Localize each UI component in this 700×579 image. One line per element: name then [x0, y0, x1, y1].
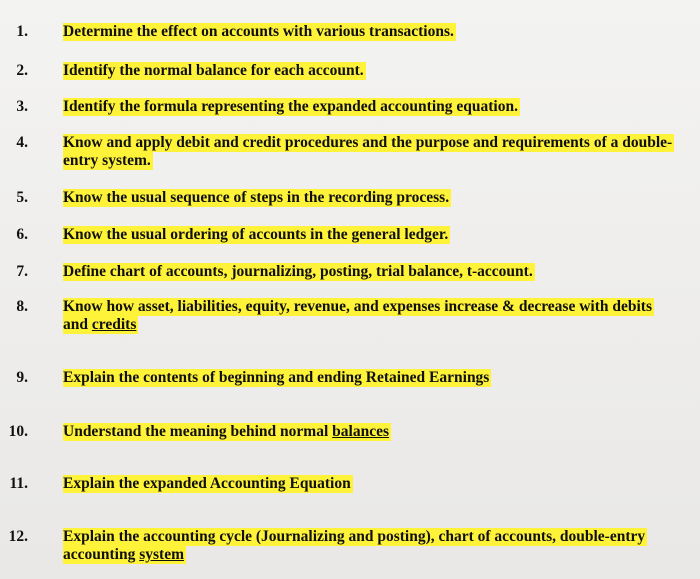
item-text: Explain the contents of beginning and ending Retained Earnings [63, 369, 490, 386]
item-number: 12. [8, 528, 28, 545]
item-number: 5. [16, 189, 28, 206]
item-text: Explain the expanded Accounting Equation [63, 475, 351, 492]
item-number: 1. [16, 23, 28, 40]
item-number: 3. [16, 98, 28, 115]
item-number: 4. [16, 134, 28, 151]
item-text: Know and apply debit and credit procedures and the purpose and requirements of a double- entry system. [63, 134, 673, 169]
item-text: Identify the normal balance for each account. [63, 62, 364, 79]
item-number: 9. [16, 369, 28, 386]
item-text: Know how asset, liabilities, equity, revenue, and expenses increase & decrease with debits and credits [63, 298, 652, 333]
item-text: Identify the formula representing the expanded accounting equation. [63, 98, 518, 115]
item-text: Explain the accounting cycle (Journalizing and posting), chart of accounts, double-entry accounting system [63, 528, 646, 563]
item-text: Determine the effect on accounts with various transactions. [63, 23, 454, 40]
item-text: Define chart of accounts, journalizing, posting, trial balance, t-account. [63, 263, 533, 280]
item-text: Understand the meaning behind normal balances [63, 423, 389, 440]
item-number: 11. [9, 475, 28, 492]
item-number: 10. [8, 423, 28, 440]
item-number: 6. [16, 226, 28, 243]
item-number: 7. [16, 263, 28, 280]
item-text: Know the usual sequence of steps in the recording process. [63, 189, 450, 206]
item-text: Know the usual ordering of accounts in the general ledger. [63, 226, 449, 243]
item-number: 2. [16, 62, 28, 79]
item-number: 8. [16, 298, 28, 315]
